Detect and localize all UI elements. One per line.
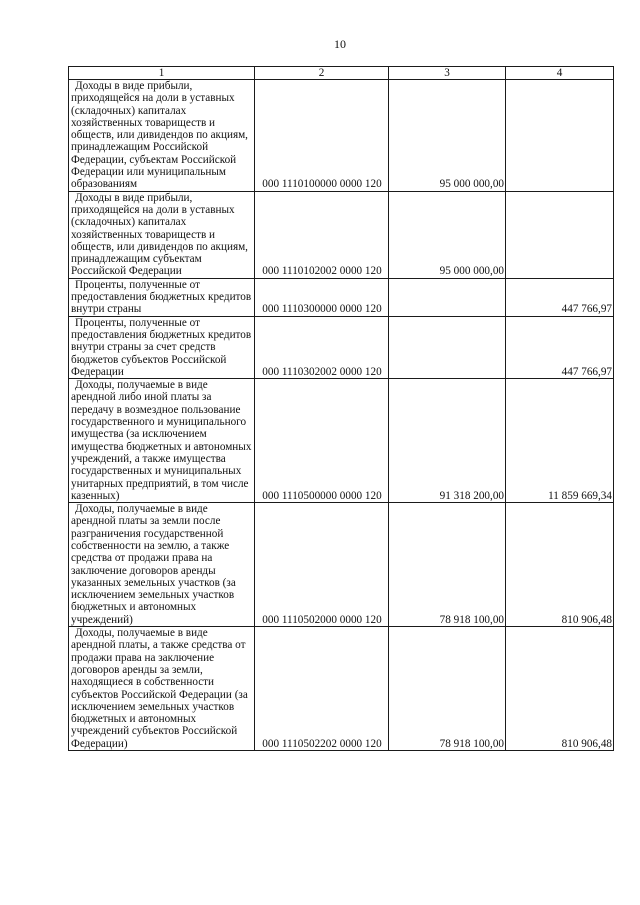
row-plan-amount: 78 918 100,00 [389, 503, 506, 627]
row-plan-amount: 95 000 000,00 [389, 191, 506, 278]
table-row [69, 379, 614, 503]
row-description: Доходы, получаемые в виде арендной платы за земли после разграничения государственной собственности на землю, а также средства от продажи права на заключение договоров аренды указанных земельных участков (за исключением земельных участков бюджетных и автономных учреждений) [69, 503, 255, 627]
table-row [69, 278, 614, 316]
row-description: Доходы в виде прибыли, приходящейся на доли в уставных (складочных) капиталах хозяйственных товариществ и обществ, или дивидендов по акциям, принадлежащим субъектам Российской Федерации [69, 191, 255, 278]
row-code: 000 1110300000 0000 120 [255, 278, 389, 316]
table-row [69, 191, 614, 278]
table-row [69, 316, 614, 378]
row-code: 000 1110502202 0000 120 [255, 627, 389, 751]
page-number: 10 [334, 37, 346, 51]
row-code: 000 1110102002 0000 120 [255, 191, 389, 278]
row-actual-amount: 11 859 669,34 [506, 379, 614, 503]
row-code: 000 1110500000 0000 120 [255, 379, 389, 503]
column-header: 1 [69, 67, 255, 80]
revenue-table [68, 66, 614, 751]
row-code: 000 1110502000 0000 120 [255, 503, 389, 627]
column-header: 3 [389, 67, 506, 80]
row-description: Проценты, полученные от предоставления бюджетных кредитов внутри страны [69, 278, 255, 316]
row-plan-amount: 78 918 100,00 [389, 627, 506, 751]
row-description: Проценты, полученные от предоставления бюджетных кредитов внутри страны за счет средств бюджетов субъектов Российской Федерации [69, 316, 255, 378]
row-description: Доходы, получаемые в виде арендной платы, а также средства от продажи права на заключение договоров аренды за земли, находящиеся в собственности субъектов Российской Федерации (за исключением земельных участков бюджетных и автономных учреждений субъектов Российской Федерации) [69, 627, 255, 751]
row-plan-amount [389, 278, 506, 316]
row-description: Доходы в виде прибыли, приходящейся на доли в уставных (складочных) капиталах хозяйственных товариществ и обществ, или дивидендов по акциям, принадлежащим Российской Федерации, субъектам Российской Федерации или муниципальным образованиям [69, 80, 255, 192]
row-actual-amount: 447 766,97 [506, 316, 614, 378]
row-actual-amount: 447 766,97 [506, 278, 614, 316]
table-header-row [69, 67, 614, 80]
row-plan-amount: 95 000 000,00 [389, 80, 506, 192]
row-actual-amount [506, 80, 614, 192]
row-code: 000 1110302002 0000 120 [255, 316, 389, 378]
row-actual-amount: 810 906,48 [506, 627, 614, 751]
row-plan-amount: 91 318 200,00 [389, 379, 506, 503]
row-code: 000 1110100000 0000 120 [255, 80, 389, 192]
table-row [69, 80, 614, 192]
column-header: 4 [506, 67, 614, 80]
row-actual-amount: 810 906,48 [506, 503, 614, 627]
row-plan-amount [389, 316, 506, 378]
column-header: 2 [255, 67, 389, 80]
table-row [69, 627, 614, 751]
table-row [69, 503, 614, 627]
row-actual-amount [506, 191, 614, 278]
row-description: Доходы, получаемые в виде арендной либо иной платы за передачу в возмездное пользование государственного и муниципального имущества (за исключением имущества бюджетных и автономных учреждений, а также имущества государственных и муниципальных унитарных предприятий, в том числе казенных) [69, 379, 255, 503]
